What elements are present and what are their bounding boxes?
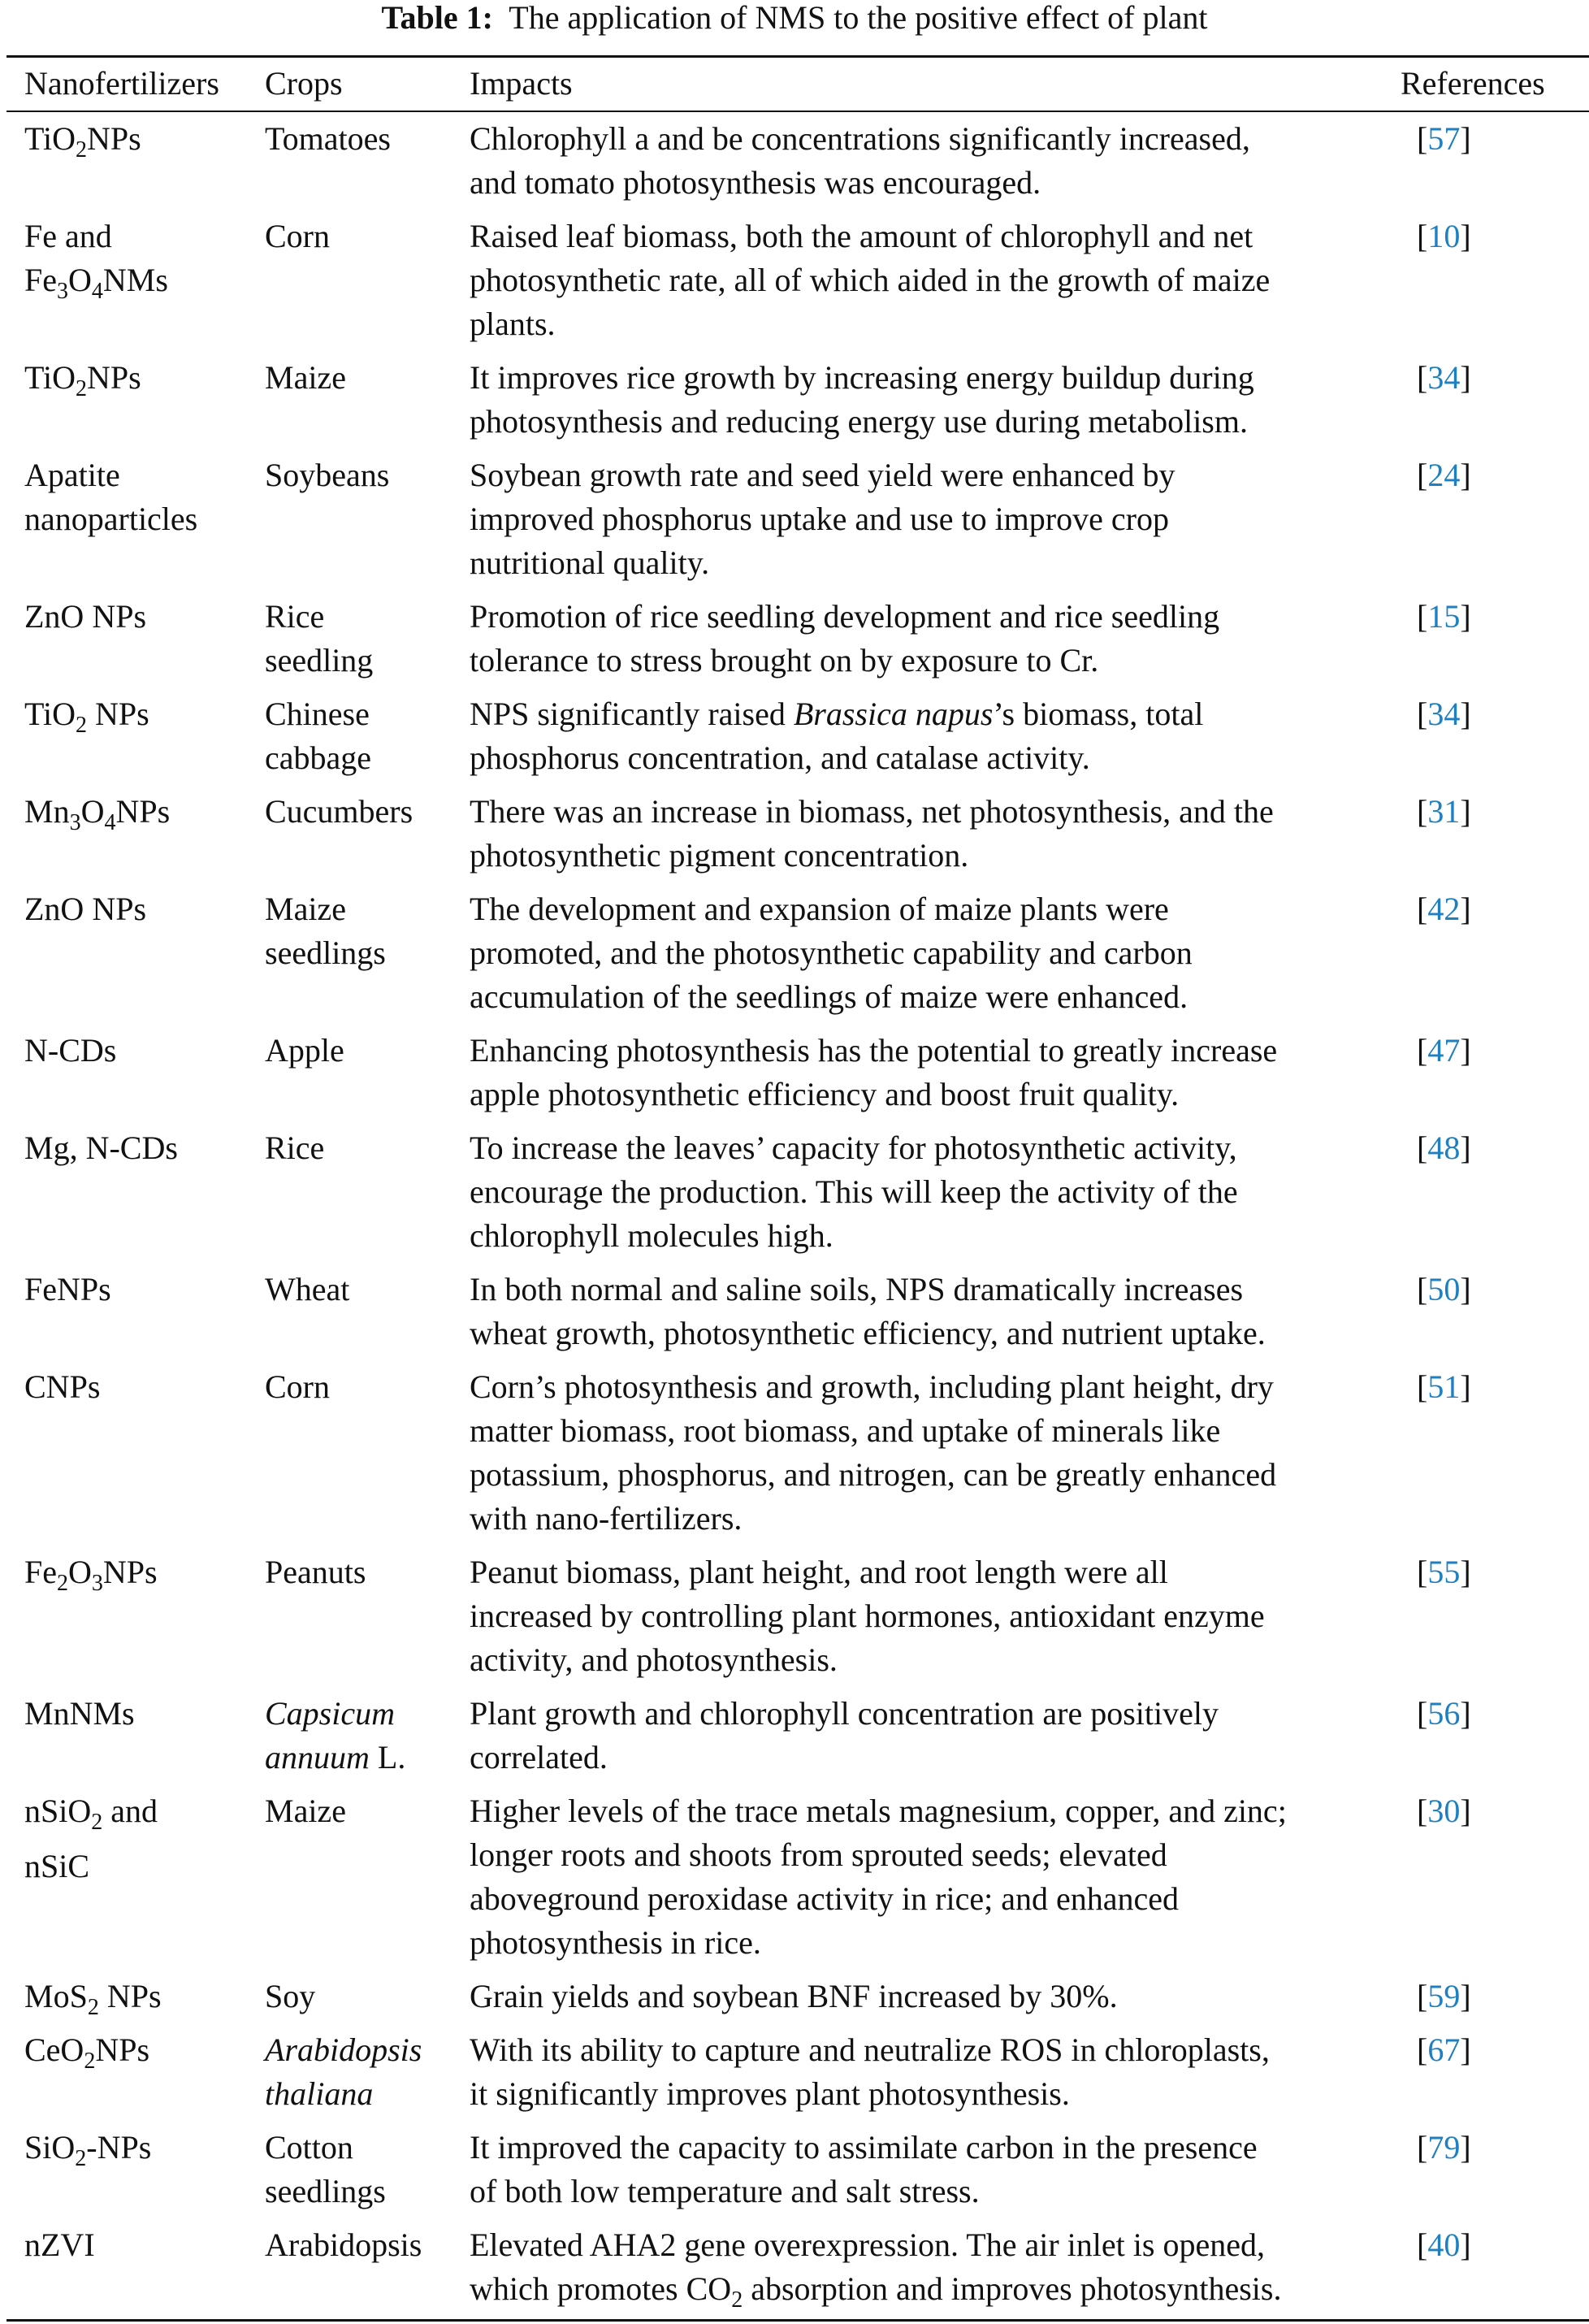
cell-impact-ref-group (448, 117, 1589, 215)
header-impacts-references (448, 59, 1589, 109)
cell-impact-ref-group (448, 453, 1589, 595)
cell-crop: Maize (265, 359, 346, 396)
cell-impact: Chlorophyll a and be concentrations significantly increased, and tomato photosynthesis was encouraged. (470, 120, 1250, 201)
bracket-open: [ (1417, 359, 1428, 396)
reference-link[interactable]: 34 (1427, 696, 1461, 732)
table-row (0, 1789, 1589, 1975)
cell-nanofertilizer: FeNPs (24, 1271, 111, 1307)
cell-nanofertilizer: ZnO NPs (24, 598, 147, 635)
cell-impact-ref-group (448, 1029, 1589, 1126)
reference-link[interactable]: 79 (1427, 2129, 1461, 2166)
cell-impact: Plant growth and chlorophyll concentration are positively correlated. (470, 1695, 1219, 1776)
table-row (0, 356, 1589, 453)
cell-crop: Chinese cabbage (265, 696, 372, 776)
reference-link[interactable]: 50 (1427, 1271, 1461, 1307)
cell-nanofertilizer: Fe and $Fe_3O_4NMs$ (24, 218, 168, 304)
reference-link[interactable]: 40 (1427, 2226, 1461, 2263)
cell-impact-ref-group (448, 1789, 1589, 1975)
table-header (0, 59, 1589, 109)
cell-nanofertilizer: SiO$_2$-NPs (24, 2129, 152, 2171)
cell-impact: Grain yields and soybean BNF increased by 30%. (470, 1978, 1118, 2014)
cell-impact-ref-group (448, 595, 1589, 692)
bracket-close: ] (1460, 359, 1471, 396)
reference-link[interactable]: 47 (1427, 1032, 1461, 1069)
cell-crop: Peanuts (265, 1554, 366, 1590)
bracket-close: ] (1460, 793, 1471, 830)
cell-impact: There was an increase in biomass, net photosynthesis, and the photosynthetic pigment concentration. (470, 793, 1274, 874)
cell-nanofertilizer: TiO$_2$NPs (24, 359, 141, 401)
cell-crop: Corn (265, 1368, 330, 1405)
bracket-close: ] (1460, 457, 1471, 493)
reference-link[interactable]: 57 (1427, 120, 1461, 157)
cell-crop: Maize seedlings (265, 891, 386, 971)
cell-impact: Higher levels of the trace metals magnesium, copper, and zinc; longer roots and shoots from sprouted seeds; elevated aboveground peroxidase activity in rice; and enhanced photosynthesis in rice. (470, 1793, 1287, 1961)
caption-text: The application of NMS to the positive effect of plant (509, 0, 1208, 36)
cell-crop: Rice (265, 1129, 325, 1166)
table-row (0, 1268, 1589, 1365)
cell-impact: With its ability to capture and neutralize ROS in chloroplasts, it significantly improves plant photosynthesis. (470, 2031, 1270, 2112)
bracket-close: ] (1460, 2129, 1471, 2166)
table-row (0, 1029, 1589, 1126)
table-row (0, 595, 1589, 692)
bracket-open: [ (1417, 1793, 1428, 1829)
bracket-open: [ (1417, 120, 1428, 157)
cell-reference (1388, 1550, 1579, 1692)
table-row (0, 1365, 1589, 1550)
bracket-open: [ (1417, 1554, 1428, 1590)
cell-crop: Apple (265, 1032, 344, 1069)
bracket-close: ] (1460, 2226, 1471, 2263)
cell-reference (1388, 356, 1579, 453)
reference-link[interactable]: 48 (1427, 1129, 1461, 1166)
caption-label: Table 1: (381, 0, 493, 36)
bracket-open: [ (1417, 1271, 1428, 1307)
cell-impact: NPS significantly raised Brassica napus’s biomass, total phosphorus concentration, and catalase activity. (470, 696, 1204, 776)
cell-reference (1388, 215, 1579, 356)
bracket-close: ] (1460, 1554, 1471, 1590)
cell-crop: Tomatoes (265, 120, 391, 157)
cell-crop: Wheat (265, 1271, 350, 1307)
cell-impact-ref-group (448, 790, 1589, 887)
table-row (0, 887, 1589, 1029)
bracket-open: [ (1417, 1032, 1428, 1069)
cell-impact: It improved the capacity to assimilate carbon in the presence of both low temperature and salt stress. (470, 2129, 1258, 2209)
bracket-close: ] (1460, 1271, 1471, 1307)
cell-nanofertilizer: CeO$_2$NPs (24, 2031, 150, 2074)
bracket-open: [ (1417, 1368, 1428, 1405)
table-caption (0, 0, 1589, 42)
reference-link[interactable]: 30 (1427, 1793, 1461, 1829)
cell-impact: Soybean growth rate and seed yield were enhanced by improved phosphorus uptake and use to improve crop nutritional quality. (470, 457, 1176, 581)
cell-crop: Maize (265, 1793, 346, 1829)
table-row (0, 790, 1589, 887)
header-crops: Crops (265, 65, 343, 102)
bracket-close: ] (1460, 1368, 1471, 1405)
bracket-open: [ (1417, 218, 1428, 254)
cell-nanofertilizer: CNPs (24, 1368, 101, 1405)
cell-impact-ref-group (448, 1126, 1589, 1268)
reference-link[interactable]: 55 (1427, 1554, 1461, 1590)
cell-impact: In both normal and saline soils, NPS dramatically increases wheat growth, photosynthetic efficiency, and nutrient uptake. (470, 1271, 1266, 1351)
cell-impact-ref-group (448, 1692, 1589, 1789)
table-row (0, 2223, 1589, 2321)
cell-crop: Cucumbers (265, 793, 413, 830)
cell-crop: Arabidopsis thaliana (265, 2031, 422, 2112)
cell-reference (1388, 1126, 1579, 1268)
cell-nanofertilizer: MnNMs (24, 1695, 135, 1732)
table-row (0, 692, 1589, 790)
cell-impact-ref-group (448, 1268, 1589, 1365)
cell-impact-ref-group (448, 215, 1589, 356)
table-row (0, 215, 1589, 356)
cell-reference (1388, 790, 1579, 887)
table-row (0, 2028, 1589, 2126)
cell-impact-ref-group (448, 2223, 1589, 2322)
header-references: References (1401, 65, 1545, 102)
cell-impact: Elevated AHA2 gene overexpression. The air inlet is opened, which promotes $CO_2$ absorption and improves photosynthesis. (470, 2226, 1282, 2313)
table-row (0, 2126, 1589, 2223)
bracket-open: [ (1417, 696, 1428, 732)
cell-impact: Raised leaf biomass, both the amount of chlorophyll and net photosynthetic rate, all of which aided in the growth of maize plants. (470, 218, 1271, 342)
cell-crop: Capsicum annuum L. (265, 1695, 406, 1776)
bracket-open: [ (1417, 1695, 1428, 1732)
cell-impact-ref-group (448, 1975, 1589, 2030)
reference-link[interactable]: 59 (1427, 1978, 1461, 2014)
cell-impact: Corn’s photosynthesis and growth, including plant height, dry matter biomass, root biomass, and uptake of minerals like potassium, phosphorus, and nitrogen, can be greatly enhanced with nano-fertilizers. (470, 1368, 1277, 1537)
bracket-open: [ (1417, 2031, 1428, 2068)
cell-reference (1388, 692, 1579, 790)
reference-link[interactable]: 67 (1427, 2031, 1461, 2068)
bracket-close: ] (1460, 1978, 1471, 2014)
cell-impact: The development and expansion of maize plants were promoted, and the photosynthetic capability and carbon accumulation of the seedlings of maize were enhanced. (470, 891, 1193, 1015)
header-impacts: Impacts (470, 65, 573, 102)
bracket-close: ] (1460, 1793, 1471, 1829)
cell-impact: Promotion of rice seedling development and rice seedling tolerance to stress brought on by exposure to Cr. (470, 598, 1220, 679)
cell-nanofertilizer: nSiO$_2$ and nSiC (24, 1793, 158, 1884)
cell-nanofertilizer: N-CDs (24, 1032, 117, 1069)
table-row (0, 1550, 1589, 1692)
cell-impact: Peanut biomass, plant height, and root length were all increased by controlling plant hormones, antioxidant enzyme activity, and photosynthesis. (470, 1554, 1265, 1678)
table-row (0, 1692, 1589, 1789)
cell-impact-ref-group (448, 356, 1589, 453)
cell-impact: It improves rice growth by increasing energy buildup during photosynthesis and reducing energy use during metabolism. (470, 359, 1254, 440)
cell-impact-ref-group (448, 2126, 1589, 2223)
reference-link[interactable]: 34 (1427, 359, 1461, 396)
bracket-close: ] (1460, 891, 1471, 927)
bracket-close: ] (1460, 2031, 1471, 2068)
reference-link[interactable]: 24 (1427, 457, 1461, 493)
cell-impact-ref-group (448, 1365, 1589, 1550)
cell-impact-ref-group (448, 1550, 1589, 1692)
cell-nanofertilizer: $Fe_2O_3NPs$ (24, 1554, 158, 1596)
header-nanofertilizers: Nanofertilizers (24, 65, 219, 102)
bracket-open: [ (1417, 2129, 1428, 2166)
table-body (0, 117, 1589, 2321)
bracket-close: ] (1460, 218, 1471, 254)
cell-crop: Rice seedling (265, 598, 374, 679)
cell-nanofertilizer: $Mn_3O_4NPs$ (24, 793, 171, 835)
cell-nanofertilizer: Apatite nanoparticles (24, 457, 198, 537)
cell-nanofertilizer: MoS$_2$ NPs (24, 1978, 162, 2020)
cell-nanofertilizer: nZVI (24, 2226, 95, 2263)
bracket-open: [ (1417, 1978, 1428, 2014)
cell-reference (1388, 2028, 1579, 2126)
cell-reference (1388, 117, 1579, 215)
bracket-close: ] (1460, 120, 1471, 157)
cell-reference (1388, 2223, 1579, 2322)
bracket-close: ] (1460, 696, 1471, 732)
cell-impact-ref-group (448, 692, 1589, 790)
cell-impact: To increase the leaves’ capacity for photosynthetic activity, encourage the production. This will keep the activity of the chlorophyll molecules high. (470, 1129, 1238, 1254)
cell-reference (1388, 595, 1579, 692)
top-rule (6, 55, 1589, 58)
reference-link[interactable]: 15 (1427, 598, 1461, 635)
cell-reference (1388, 453, 1579, 595)
bracket-open: [ (1417, 1129, 1428, 1166)
bracket-open: [ (1417, 793, 1428, 830)
reference-link[interactable]: 56 (1427, 1695, 1461, 1732)
cell-nanofertilizer: Mg, N-CDs (24, 1129, 178, 1166)
bracket-close: ] (1460, 1032, 1471, 1069)
reference-link[interactable]: 31 (1427, 793, 1461, 830)
reference-link[interactable]: 51 (1427, 1368, 1461, 1405)
bracket-close: ] (1460, 1129, 1471, 1166)
table-row (0, 453, 1589, 595)
cell-impact-ref-group (448, 2028, 1589, 2126)
reference-link[interactable]: 42 (1427, 891, 1461, 927)
table-row (0, 1975, 1589, 2028)
cell-crop: Soybeans (265, 457, 390, 493)
cell-impact-ref-group (448, 887, 1589, 1029)
cell-impact: Enhancing photosynthesis has the potential to greatly increase apple photosynthetic efficiency and boost fruit quality. (470, 1032, 1278, 1112)
cell-reference (1388, 887, 1579, 1029)
bracket-open: [ (1417, 598, 1428, 635)
cell-reference (1388, 1029, 1579, 1126)
bracket-close: ] (1460, 1695, 1471, 1732)
table-row (0, 117, 1589, 215)
cell-reference (1388, 1365, 1579, 1550)
cell-nanofertilizer: ZnO NPs (24, 891, 147, 927)
cell-reference (1388, 1268, 1579, 1365)
cell-reference (1388, 1975, 1579, 2030)
bracket-open: [ (1417, 457, 1428, 493)
cell-nanofertilizer: TiO$_2$NPs (24, 120, 141, 163)
cell-nanofertilizer: TiO$_2$ NPs (24, 696, 149, 738)
table-row (0, 1126, 1589, 1268)
cell-crop: Arabidopsis (265, 2226, 422, 2263)
cell-crop: Soy (265, 1978, 316, 2014)
cell-reference (1388, 2126, 1579, 2223)
reference-link[interactable]: 10 (1427, 218, 1461, 254)
bracket-close: ] (1460, 598, 1471, 635)
bracket-open: [ (1417, 891, 1428, 927)
cell-crop: Cotton seedlings (265, 2129, 386, 2209)
cell-crop: Corn (265, 218, 330, 254)
cell-reference (1388, 1789, 1579, 1975)
bracket-open: [ (1417, 2226, 1428, 2263)
cell-reference (1388, 1692, 1579, 1789)
data-table (0, 59, 1589, 2321)
